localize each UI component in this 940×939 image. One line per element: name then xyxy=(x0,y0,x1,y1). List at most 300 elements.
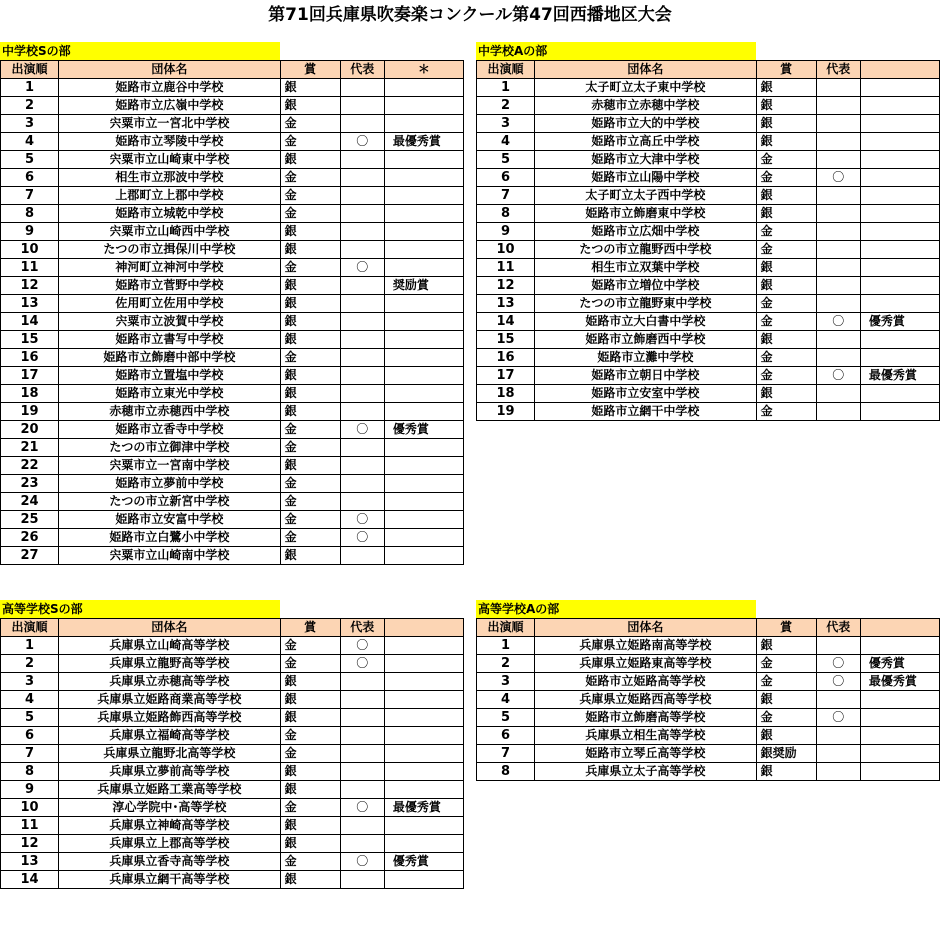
order-cell: 11 xyxy=(1,817,59,835)
special-award-cell xyxy=(860,691,939,709)
table-row xyxy=(477,205,940,223)
header-group: 団体名 xyxy=(59,61,280,79)
award-cell: 銀 xyxy=(756,277,816,295)
representative-cell xyxy=(816,115,860,133)
table-row xyxy=(1,403,464,421)
representative-cell xyxy=(816,745,860,763)
header-rep: 代表 xyxy=(340,61,384,79)
header-order: 出演順 xyxy=(1,61,59,79)
group-name-cell: たつの市立揖保川中学校 xyxy=(59,241,280,259)
special-award-cell xyxy=(860,727,939,745)
award-cell: 銀 xyxy=(756,79,816,97)
table-row xyxy=(477,241,940,259)
award-cell: 銀 xyxy=(280,781,340,799)
representative-cell xyxy=(816,205,860,223)
group-name-cell: 兵庫県立姫路西高等学校 xyxy=(535,691,756,709)
representative-cell xyxy=(340,385,384,403)
table-row xyxy=(477,151,940,169)
representative-cell xyxy=(816,259,860,277)
group-name-cell: 姫路市立飾磨西中学校 xyxy=(535,331,756,349)
order-cell: 6 xyxy=(1,169,59,187)
representative-cell xyxy=(340,295,384,313)
order-cell: 9 xyxy=(1,223,59,241)
special-award-cell xyxy=(860,709,939,727)
table-row xyxy=(1,853,464,871)
table-row xyxy=(477,655,940,673)
group-name-cell: 太子町立太子西中学校 xyxy=(535,187,756,205)
award-cell: 銀 xyxy=(280,457,340,475)
order-cell: 15 xyxy=(477,331,535,349)
order-cell: 8 xyxy=(1,205,59,223)
representative-cell xyxy=(340,349,384,367)
representative-cell xyxy=(340,205,384,223)
header-note xyxy=(860,61,939,79)
award-cell: 銀 xyxy=(756,385,816,403)
special-award-cell xyxy=(860,205,939,223)
table-row xyxy=(1,871,464,889)
order-cell: 9 xyxy=(1,781,59,799)
table-row xyxy=(1,259,464,277)
header-award: 賞 xyxy=(280,619,340,637)
table-row xyxy=(477,295,940,313)
special-award-cell xyxy=(860,331,939,349)
award-cell: 金 xyxy=(280,133,340,151)
order-cell: 3 xyxy=(477,115,535,133)
order-cell: 19 xyxy=(1,403,59,421)
special-award-cell xyxy=(860,295,939,313)
award-cell: 銀 xyxy=(756,187,816,205)
representative-cell xyxy=(816,331,860,349)
table-row xyxy=(1,835,464,853)
representative-cell xyxy=(816,277,860,295)
award-cell: 金 xyxy=(280,439,340,457)
representative-cell xyxy=(816,133,860,151)
order-cell: 3 xyxy=(1,673,59,691)
special-award-cell xyxy=(384,529,463,547)
table-row xyxy=(1,115,464,133)
special-award-cell xyxy=(860,763,939,781)
special-award-cell xyxy=(384,871,463,889)
special-award-cell xyxy=(384,637,463,655)
group-name-cell: 姫路市立灘中学校 xyxy=(535,349,756,367)
special-award-cell xyxy=(384,313,463,331)
award-cell: 銀 xyxy=(280,241,340,259)
header-rep: 代表 xyxy=(340,619,384,637)
award-cell: 銀 xyxy=(756,637,816,655)
group-name-cell: 姫路市立飾磨高等学校 xyxy=(535,709,756,727)
representative-cell xyxy=(340,439,384,457)
special-award-cell xyxy=(860,637,939,655)
award-cell: 金 xyxy=(756,313,816,331)
award-cell: 銀 xyxy=(280,691,340,709)
special-award-cell xyxy=(384,655,463,673)
order-cell: 15 xyxy=(1,331,59,349)
order-cell: 16 xyxy=(477,349,535,367)
order-cell: 5 xyxy=(1,709,59,727)
header-note: ＊ xyxy=(384,61,463,79)
representative-cell: 〇 xyxy=(340,511,384,529)
group-name-cell: 兵庫県立姫路工業高等学校 xyxy=(59,781,280,799)
special-award-cell xyxy=(384,475,463,493)
header-group: 団体名 xyxy=(535,619,756,637)
award-cell: 銀 xyxy=(756,763,816,781)
table-row xyxy=(477,79,940,97)
order-cell: 7 xyxy=(1,745,59,763)
representative-cell xyxy=(340,169,384,187)
representative-cell: 〇 xyxy=(340,799,384,817)
representative-cell xyxy=(816,385,860,403)
table-row xyxy=(477,673,940,691)
table-row xyxy=(477,115,940,133)
order-cell: 1 xyxy=(1,79,59,97)
group-name-cell: たつの市立龍野西中学校 xyxy=(535,241,756,259)
award-cell: 銀 xyxy=(756,97,816,115)
award-cell: 銀 xyxy=(280,385,340,403)
representative-cell xyxy=(816,97,860,115)
award-cell: 銀 xyxy=(280,151,340,169)
award-cell: 銀 xyxy=(756,259,816,277)
representative-cell xyxy=(340,781,384,799)
table-row xyxy=(1,277,464,295)
special-award-cell xyxy=(384,835,463,853)
group-name-cell: 姫路市立網干中学校 xyxy=(535,403,756,421)
table-row xyxy=(1,187,464,205)
table-row xyxy=(1,511,464,529)
special-award-cell xyxy=(860,385,939,403)
order-cell: 1 xyxy=(1,637,59,655)
award-cell: 銀 xyxy=(756,133,816,151)
group-name-cell: 姫路市立広畑中学校 xyxy=(535,223,756,241)
order-cell: 8 xyxy=(1,763,59,781)
header-row xyxy=(477,619,940,637)
special-award-cell xyxy=(860,97,939,115)
representative-cell: 〇 xyxy=(816,313,860,331)
special-award-cell: 最優秀賞 xyxy=(384,799,463,817)
special-award-cell xyxy=(384,727,463,745)
table-row xyxy=(1,817,464,835)
award-cell: 金 xyxy=(756,169,816,187)
table-row xyxy=(1,457,464,475)
header-row xyxy=(1,619,464,637)
table-row xyxy=(1,367,464,385)
table-row xyxy=(477,133,940,151)
special-award-cell xyxy=(860,79,939,97)
order-cell: 3 xyxy=(1,115,59,133)
representative-cell xyxy=(340,277,384,295)
representative-cell xyxy=(340,727,384,745)
special-award-cell xyxy=(384,115,463,133)
table-row xyxy=(1,295,464,313)
award-cell: 銀 xyxy=(280,547,340,565)
order-cell: 12 xyxy=(1,277,59,295)
order-cell: 2 xyxy=(477,97,535,115)
order-cell: 23 xyxy=(1,475,59,493)
table-row xyxy=(1,205,464,223)
representative-cell: 〇 xyxy=(816,709,860,727)
representative-cell xyxy=(340,493,384,511)
special-award-cell xyxy=(384,169,463,187)
order-cell: 7 xyxy=(1,187,59,205)
representative-cell: 〇 xyxy=(340,853,384,871)
group-name-cell: 姫路市立夢前中学校 xyxy=(59,475,280,493)
header-note xyxy=(860,619,939,637)
table-row xyxy=(1,709,464,727)
representative-cell xyxy=(340,79,384,97)
order-cell: 22 xyxy=(1,457,59,475)
group-name-cell: 姫路市立大白書中学校 xyxy=(535,313,756,331)
section-jhs-s xyxy=(0,42,464,565)
group-name-cell: 姫路市立城乾中学校 xyxy=(59,205,280,223)
special-award-cell: 優秀賞 xyxy=(860,313,939,331)
table-row xyxy=(1,655,464,673)
group-name-cell: 姫路市立増位中学校 xyxy=(535,277,756,295)
representative-cell xyxy=(340,691,384,709)
award-cell: 金 xyxy=(280,745,340,763)
group-name-cell: 赤穂市立赤穂中学校 xyxy=(535,97,756,115)
representative-cell xyxy=(340,475,384,493)
special-award-cell xyxy=(384,709,463,727)
special-award-cell: 最優秀賞 xyxy=(384,133,463,151)
results-table xyxy=(476,618,940,781)
representative-cell xyxy=(340,403,384,421)
header-order: 出演順 xyxy=(1,619,59,637)
group-name-cell: 兵庫県立龍野北高等学校 xyxy=(59,745,280,763)
group-name-cell: 宍粟市立一宮南中学校 xyxy=(59,457,280,475)
award-cell: 金 xyxy=(280,349,340,367)
order-cell: 5 xyxy=(1,151,59,169)
representative-cell xyxy=(816,691,860,709)
award-cell: 金 xyxy=(280,727,340,745)
order-cell: 26 xyxy=(1,529,59,547)
special-award-cell xyxy=(384,439,463,457)
award-cell: 金 xyxy=(280,799,340,817)
award-cell: 金 xyxy=(280,529,340,547)
header-award: 賞 xyxy=(756,61,816,79)
header-rep: 代表 xyxy=(816,61,860,79)
order-cell: 1 xyxy=(477,637,535,655)
representative-cell xyxy=(340,709,384,727)
order-cell: 20 xyxy=(1,421,59,439)
header-order: 出演順 xyxy=(477,619,535,637)
representative-cell xyxy=(816,295,860,313)
group-name-cell: 姫路市立山陽中学校 xyxy=(535,169,756,187)
award-cell: 銀 xyxy=(756,205,816,223)
group-name-cell: 兵庫県立龍野高等学校 xyxy=(59,655,280,673)
representative-cell xyxy=(816,763,860,781)
order-cell: 17 xyxy=(477,367,535,385)
order-cell: 14 xyxy=(1,313,59,331)
award-cell: 銀 xyxy=(280,403,340,421)
representative-cell xyxy=(816,241,860,259)
group-name-cell: 兵庫県立夢前高等学校 xyxy=(59,763,280,781)
special-award-cell: 優秀賞 xyxy=(860,655,939,673)
group-name-cell: 姫路市立置塩中学校 xyxy=(59,367,280,385)
special-award-cell xyxy=(860,223,939,241)
table-row xyxy=(1,637,464,655)
table-row xyxy=(477,367,940,385)
group-name-cell: 兵庫県立網干高等学校 xyxy=(59,871,280,889)
special-award-cell xyxy=(384,781,463,799)
group-name-cell: 姫路市立鹿谷中学校 xyxy=(59,79,280,97)
special-award-cell: 優秀賞 xyxy=(384,853,463,871)
order-cell: 3 xyxy=(477,673,535,691)
representative-cell: 〇 xyxy=(340,529,384,547)
group-name-cell: 宍粟市立山崎西中学校 xyxy=(59,223,280,241)
special-award-cell xyxy=(384,763,463,781)
order-cell: 10 xyxy=(477,241,535,259)
group-name-cell: 太子町立太子東中学校 xyxy=(535,79,756,97)
group-name-cell: 姫路市立高丘中学校 xyxy=(535,133,756,151)
order-cell: 9 xyxy=(477,223,535,241)
representative-cell xyxy=(816,223,860,241)
group-name-cell: 兵庫県立神崎高等学校 xyxy=(59,817,280,835)
order-cell: 10 xyxy=(1,241,59,259)
special-award-cell xyxy=(384,493,463,511)
table-row xyxy=(1,691,464,709)
representative-cell xyxy=(816,403,860,421)
award-cell: 銀 xyxy=(280,223,340,241)
award-cell: 銀 xyxy=(280,97,340,115)
representative-cell: 〇 xyxy=(340,421,384,439)
representative-cell xyxy=(816,637,860,655)
representative-cell: 〇 xyxy=(340,655,384,673)
table-row xyxy=(1,169,464,187)
special-award-cell xyxy=(860,745,939,763)
order-cell: 4 xyxy=(1,133,59,151)
award-cell: 銀奨励 xyxy=(756,745,816,763)
group-name-cell: たつの市立御津中学校 xyxy=(59,439,280,457)
order-cell: 14 xyxy=(477,313,535,331)
representative-cell xyxy=(816,151,860,169)
table-row xyxy=(477,187,940,205)
representative-cell xyxy=(816,727,860,745)
order-cell: 24 xyxy=(1,493,59,511)
order-cell: 18 xyxy=(477,385,535,403)
section-label: 中学校Aの部 xyxy=(476,42,756,60)
group-name-cell: 相生市立那波中学校 xyxy=(59,169,280,187)
order-cell: 5 xyxy=(477,151,535,169)
table-row xyxy=(477,637,940,655)
special-award-cell: 最優秀賞 xyxy=(860,367,939,385)
award-cell: 銀 xyxy=(280,277,340,295)
group-name-cell: 兵庫県立山崎高等学校 xyxy=(59,637,280,655)
special-award-cell xyxy=(384,295,463,313)
table-row xyxy=(477,169,940,187)
table-row xyxy=(1,673,464,691)
award-cell: 銀 xyxy=(756,331,816,349)
award-cell: 金 xyxy=(756,241,816,259)
order-cell: 2 xyxy=(477,655,535,673)
special-award-cell xyxy=(384,403,463,421)
representative-cell xyxy=(816,187,860,205)
group-name-cell: 姫路市立飾磨東中学校 xyxy=(535,205,756,223)
award-cell: 金 xyxy=(280,421,340,439)
special-award-cell xyxy=(860,187,939,205)
award-cell: 銀 xyxy=(280,79,340,97)
special-award-cell xyxy=(384,259,463,277)
special-award-cell xyxy=(384,547,463,565)
header-award: 賞 xyxy=(756,619,816,637)
results-table xyxy=(0,60,464,565)
order-cell: 11 xyxy=(1,259,59,277)
representative-cell xyxy=(340,871,384,889)
group-name-cell: 宍粟市立波賀中学校 xyxy=(59,313,280,331)
representative-cell xyxy=(340,673,384,691)
header-order: 出演順 xyxy=(477,61,535,79)
table-row xyxy=(1,781,464,799)
page-title: 第71回兵庫県吹奏楽コンクール第47回西播地区大会 xyxy=(268,5,672,25)
representative-cell xyxy=(340,97,384,115)
table-row xyxy=(1,529,464,547)
special-award-cell xyxy=(860,133,939,151)
special-award-cell xyxy=(384,331,463,349)
representative-cell: 〇 xyxy=(340,637,384,655)
group-name-cell: 淳心学院中･高等学校 xyxy=(59,799,280,817)
award-cell: 銀 xyxy=(280,367,340,385)
table-row xyxy=(1,547,464,565)
order-cell: 12 xyxy=(477,277,535,295)
special-award-cell xyxy=(860,403,939,421)
group-name-cell: 兵庫県立太子高等学校 xyxy=(535,763,756,781)
order-cell: 25 xyxy=(1,511,59,529)
award-cell: 金 xyxy=(756,655,816,673)
special-award-cell xyxy=(384,349,463,367)
special-award-cell xyxy=(384,691,463,709)
group-name-cell: 姫路市立安富中学校 xyxy=(59,511,280,529)
special-award-cell xyxy=(384,511,463,529)
representative-cell: 〇 xyxy=(816,367,860,385)
special-award-cell xyxy=(384,187,463,205)
special-award-cell xyxy=(384,79,463,97)
table-row xyxy=(1,97,464,115)
group-name-cell: 姫路市立朝日中学校 xyxy=(535,367,756,385)
award-cell: 金 xyxy=(756,223,816,241)
order-cell: 13 xyxy=(1,853,59,871)
order-cell: 6 xyxy=(477,169,535,187)
special-award-cell: 最優秀賞 xyxy=(860,673,939,691)
order-cell: 5 xyxy=(477,709,535,727)
group-name-cell: 兵庫県立上郡高等学校 xyxy=(59,835,280,853)
table-row xyxy=(477,763,940,781)
table-row xyxy=(1,727,464,745)
award-cell: 金 xyxy=(280,655,340,673)
table-row xyxy=(1,133,464,151)
award-cell: 金 xyxy=(280,637,340,655)
section-jhs-a xyxy=(476,42,940,421)
table-row xyxy=(1,151,464,169)
table-row xyxy=(477,313,940,331)
representative-cell xyxy=(340,547,384,565)
special-award-cell xyxy=(860,115,939,133)
representative-cell xyxy=(340,241,384,259)
representative-cell xyxy=(340,187,384,205)
special-award-cell xyxy=(384,745,463,763)
table-row xyxy=(1,349,464,367)
special-award-cell xyxy=(860,151,939,169)
award-cell: 銀 xyxy=(280,763,340,781)
special-award-cell xyxy=(384,205,463,223)
group-name-cell: 赤穂市立赤穂西中学校 xyxy=(59,403,280,421)
group-name-cell: 兵庫県立姫路東高等学校 xyxy=(535,655,756,673)
representative-cell: 〇 xyxy=(340,259,384,277)
table-row xyxy=(477,691,940,709)
special-award-cell xyxy=(384,817,463,835)
order-cell: 4 xyxy=(477,691,535,709)
order-cell: 8 xyxy=(477,763,535,781)
award-cell: 銀 xyxy=(280,331,340,349)
order-cell: 13 xyxy=(1,295,59,313)
group-name-cell: 姫路市立白鷺小中学校 xyxy=(59,529,280,547)
